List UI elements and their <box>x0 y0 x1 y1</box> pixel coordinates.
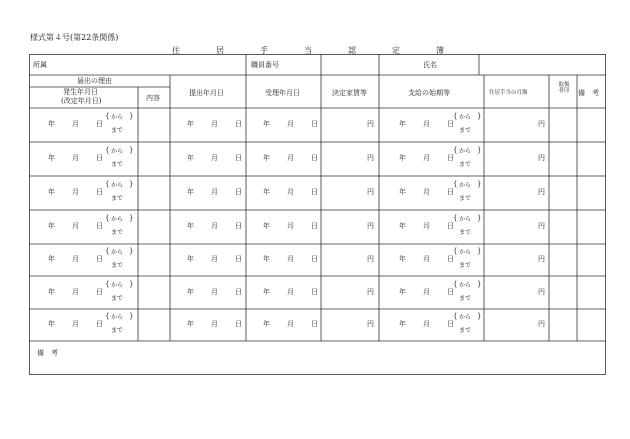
occurrence-date-day: 日 <box>96 154 103 162</box>
remarks-header: 備 考 <box>578 89 599 97</box>
stamp-header <box>553 83 575 95</box>
occurrence-range-brace-open: { <box>105 312 110 320</box>
submission-date-day: 日 <box>235 154 242 162</box>
payment-range-until: まで <box>459 327 472 334</box>
payment-period-year: 年 <box>399 154 406 162</box>
occurrence-date-year: 年 <box>48 188 55 196</box>
occurrence-range-from: から <box>111 216 124 223</box>
occurrence-range-until: まで <box>111 262 124 269</box>
payment-period-year: 年 <box>399 288 406 296</box>
payment-range-from: から <box>459 182 472 189</box>
occurrence-range-from: から <box>111 114 124 121</box>
receipt-date-day: 日 <box>311 222 318 230</box>
name-label: 氏名 <box>423 61 437 69</box>
occurrence-date-day: 日 <box>96 288 103 296</box>
receipt-date-month: 月 <box>287 154 294 162</box>
receipt-date-day: 日 <box>311 154 318 162</box>
submission-date-month: 月 <box>211 222 218 230</box>
occurrence-date-year: 年 <box>48 320 55 328</box>
submission-date-year: 年 <box>187 320 194 328</box>
receipt-date-month: 月 <box>287 255 294 263</box>
payment-range-brace-close: } <box>477 312 482 320</box>
occurrence-range-brace-open: { <box>105 214 110 222</box>
monthly-allowance-yen: 円 <box>538 255 545 263</box>
approved-rent-yen: 円 <box>367 154 374 162</box>
footer-remarks-label: 備 考 <box>37 349 58 357</box>
payment-range-until: まで <box>459 161 472 168</box>
affiliation-label: 所属 <box>33 61 47 69</box>
monthly-allowance-yen: 円 <box>538 222 545 230</box>
content-header: 内容 <box>146 94 160 102</box>
submission-date-day: 日 <box>235 320 242 328</box>
payment-period-day: 日 <box>447 222 454 230</box>
submission-date-month: 月 <box>211 120 218 128</box>
occurrence-range-from: から <box>111 314 124 321</box>
payment-period-month: 月 <box>423 320 430 328</box>
payment-range-from: から <box>459 249 472 256</box>
occurrence-date-month: 月 <box>72 320 79 328</box>
payment-period-year: 年 <box>399 188 406 196</box>
occurrence-range-brace-open: { <box>105 247 110 255</box>
payment-period-month: 月 <box>423 154 430 162</box>
receipt-date-year: 年 <box>263 120 270 128</box>
payment-period-month: 月 <box>423 255 430 263</box>
stamp-header-line2: 者印 <box>558 87 570 94</box>
receipt-date-year: 年 <box>263 188 270 196</box>
payment-period-year: 年 <box>399 255 406 263</box>
payment-range-brace-open: { <box>453 180 458 188</box>
payment-range-from: から <box>459 282 472 289</box>
occurrence-date-year: 年 <box>48 288 55 296</box>
submission-date-month: 月 <box>211 188 218 196</box>
occurrence-date-month: 月 <box>72 288 79 296</box>
payment-period-day: 日 <box>447 288 454 296</box>
occurrence-range-until: まで <box>111 327 124 334</box>
payment-period-day: 日 <box>447 120 454 128</box>
payment-period-day: 日 <box>447 255 454 263</box>
occurrence-date-month: 月 <box>72 120 79 128</box>
receipt-date-month: 月 <box>287 320 294 328</box>
payment-period-month: 月 <box>423 120 430 128</box>
payment-range-brace-close: } <box>477 280 482 288</box>
monthly-allowance-yen: 円 <box>538 154 545 162</box>
receipt-date-year: 年 <box>263 320 270 328</box>
receipt-date-day: 日 <box>311 320 318 328</box>
revised-date-header: (改定年月日) <box>61 97 102 105</box>
submission-date-year: 年 <box>187 288 194 296</box>
payment-range-from: から <box>459 314 472 321</box>
occurrence-date-day: 日 <box>96 222 103 230</box>
submission-date-year: 年 <box>187 154 194 162</box>
occurrence-date-header: 発生年月日 <box>63 88 98 96</box>
occurrence-range-brace-open: { <box>105 112 110 120</box>
payment-range-brace-open: { <box>453 312 458 320</box>
submission-date-day: 日 <box>235 188 242 196</box>
occurrence-range-brace-close: } <box>129 247 134 255</box>
occurrence-date-month: 月 <box>72 154 79 162</box>
occurrence-date-day: 日 <box>96 120 103 128</box>
payment-range-brace-open: { <box>453 146 458 154</box>
receipt-date-year: 年 <box>263 288 270 296</box>
payment-period-day: 日 <box>447 320 454 328</box>
payment-range-brace-close: } <box>477 146 482 154</box>
payment-range-from: から <box>459 114 472 121</box>
ledger-table <box>29 54 606 375</box>
payment-range-brace-open: { <box>453 280 458 288</box>
payment-range-brace-close: } <box>477 214 482 222</box>
receipt-date-header: 受理年月日 <box>265 89 300 97</box>
payment-range-brace-close: } <box>477 247 482 255</box>
receipt-date-year: 年 <box>263 255 270 263</box>
occurrence-range-from: から <box>111 148 124 155</box>
payment-period-header: 支給の始期等 <box>408 89 450 97</box>
receipt-date-day: 日 <box>311 288 318 296</box>
monthly-allowance-yen: 円 <box>538 120 545 128</box>
reason-group-header: 届出の理由 <box>77 77 112 85</box>
occurrence-date-year: 年 <box>48 222 55 230</box>
payment-range-brace-open: { <box>453 247 458 255</box>
employee-number-label: 職員番号 <box>251 61 279 69</box>
occurrence-range-from: から <box>111 182 124 189</box>
occurrence-range-brace-open: { <box>105 280 110 288</box>
submission-date-header: 提出年月日 <box>189 89 224 97</box>
monthly-allowance-yen: 円 <box>538 188 545 196</box>
monthly-allowance-yen: 円 <box>538 288 545 296</box>
submission-date-day: 日 <box>235 288 242 296</box>
payment-range-brace-open: { <box>453 112 458 120</box>
occurrence-date-year: 年 <box>48 154 55 162</box>
submission-date-month: 月 <box>211 154 218 162</box>
receipt-date-month: 月 <box>287 120 294 128</box>
submission-date-month: 月 <box>211 320 218 328</box>
payment-range-until: まで <box>459 127 472 134</box>
occurrence-date-month: 月 <box>72 222 79 230</box>
occurrence-range-brace-close: } <box>129 280 134 288</box>
submission-date-year: 年 <box>187 222 194 230</box>
occurrence-date-day: 日 <box>96 320 103 328</box>
occurrence-range-from: から <box>111 282 124 289</box>
payment-range-until: まで <box>459 262 472 269</box>
payment-range-until: まで <box>459 229 472 236</box>
submission-date-year: 年 <box>187 120 194 128</box>
approved-rent-yen: 円 <box>367 188 374 196</box>
payment-range-from: から <box>459 216 472 223</box>
occurrence-date-month: 月 <box>72 188 79 196</box>
payment-range-brace-close: } <box>477 180 482 188</box>
payment-period-month: 月 <box>423 188 430 196</box>
submission-date-month: 月 <box>211 255 218 263</box>
occurrence-range-brace-close: } <box>129 180 134 188</box>
occurrence-date-year: 年 <box>48 120 55 128</box>
occurrence-range-brace-open: { <box>105 180 110 188</box>
approved-rent-yen: 円 <box>367 255 374 263</box>
payment-period-month: 月 <box>423 222 430 230</box>
occurrence-date-day: 日 <box>96 255 103 263</box>
payment-period-day: 日 <box>447 154 454 162</box>
occurrence-range-brace-close: } <box>129 112 134 120</box>
occurrence-range-brace-open: { <box>105 146 110 154</box>
payment-period-year: 年 <box>399 320 406 328</box>
occurrence-range-until: まで <box>111 127 124 134</box>
submission-date-month: 月 <box>211 288 218 296</box>
occurrence-range-from: から <box>111 249 124 256</box>
ledger-title: 住 居 手 当 認 定 簿 <box>172 46 458 55</box>
occurrence-range-brace-close: } <box>129 312 134 320</box>
payment-range-until: まで <box>459 195 472 202</box>
payment-range-brace-open: { <box>453 214 458 222</box>
occurrence-date-day: 日 <box>96 188 103 196</box>
submission-date-day: 日 <box>235 222 242 230</box>
payment-range-from: から <box>459 148 472 155</box>
receipt-date-month: 月 <box>287 188 294 196</box>
payment-range-brace-close: } <box>477 112 482 120</box>
submission-date-day: 日 <box>235 120 242 128</box>
occurrence-date-year: 年 <box>48 255 55 263</box>
form-number-label: 様式第４号(第22条関係) <box>30 33 119 42</box>
occurrence-range-until: まで <box>111 161 124 168</box>
payment-period-day: 日 <box>447 188 454 196</box>
payment-period-year: 年 <box>399 222 406 230</box>
occurrence-range-until: まで <box>111 229 124 236</box>
receipt-date-month: 月 <box>287 222 294 230</box>
approved-rent-yen: 円 <box>367 288 374 296</box>
stamp-header-line1: 取扱 <box>558 82 570 88</box>
receipt-date-month: 月 <box>287 288 294 296</box>
receipt-date-year: 年 <box>263 222 270 230</box>
approved-rent-yen: 円 <box>367 120 374 128</box>
receipt-date-day: 日 <box>311 255 318 263</box>
occurrence-range-until: まで <box>111 295 124 302</box>
submission-date-year: 年 <box>187 255 194 263</box>
payment-range-until: まで <box>459 295 472 302</box>
payment-period-year: 年 <box>399 120 406 128</box>
submission-date-day: 日 <box>235 255 242 263</box>
receipt-date-year: 年 <box>263 154 270 162</box>
approved-rent-yen: 円 <box>367 320 374 328</box>
occurrence-range-brace-close: } <box>129 146 134 154</box>
approved-rent-yen: 円 <box>367 222 374 230</box>
monthly-allowance-yen: 円 <box>538 320 545 328</box>
submission-date-year: 年 <box>187 188 194 196</box>
occurrence-range-brace-close: } <box>129 214 134 222</box>
receipt-date-day: 日 <box>311 120 318 128</box>
occurrence-range-until: まで <box>111 195 124 202</box>
receipt-date-day: 日 <box>311 188 318 196</box>
monthly-allowance-header: 住居手当の月額 <box>489 90 528 96</box>
payment-period-month: 月 <box>423 288 430 296</box>
approved-rent-header: 決定家賃等 <box>332 89 367 97</box>
occurrence-date-month: 月 <box>72 255 79 263</box>
